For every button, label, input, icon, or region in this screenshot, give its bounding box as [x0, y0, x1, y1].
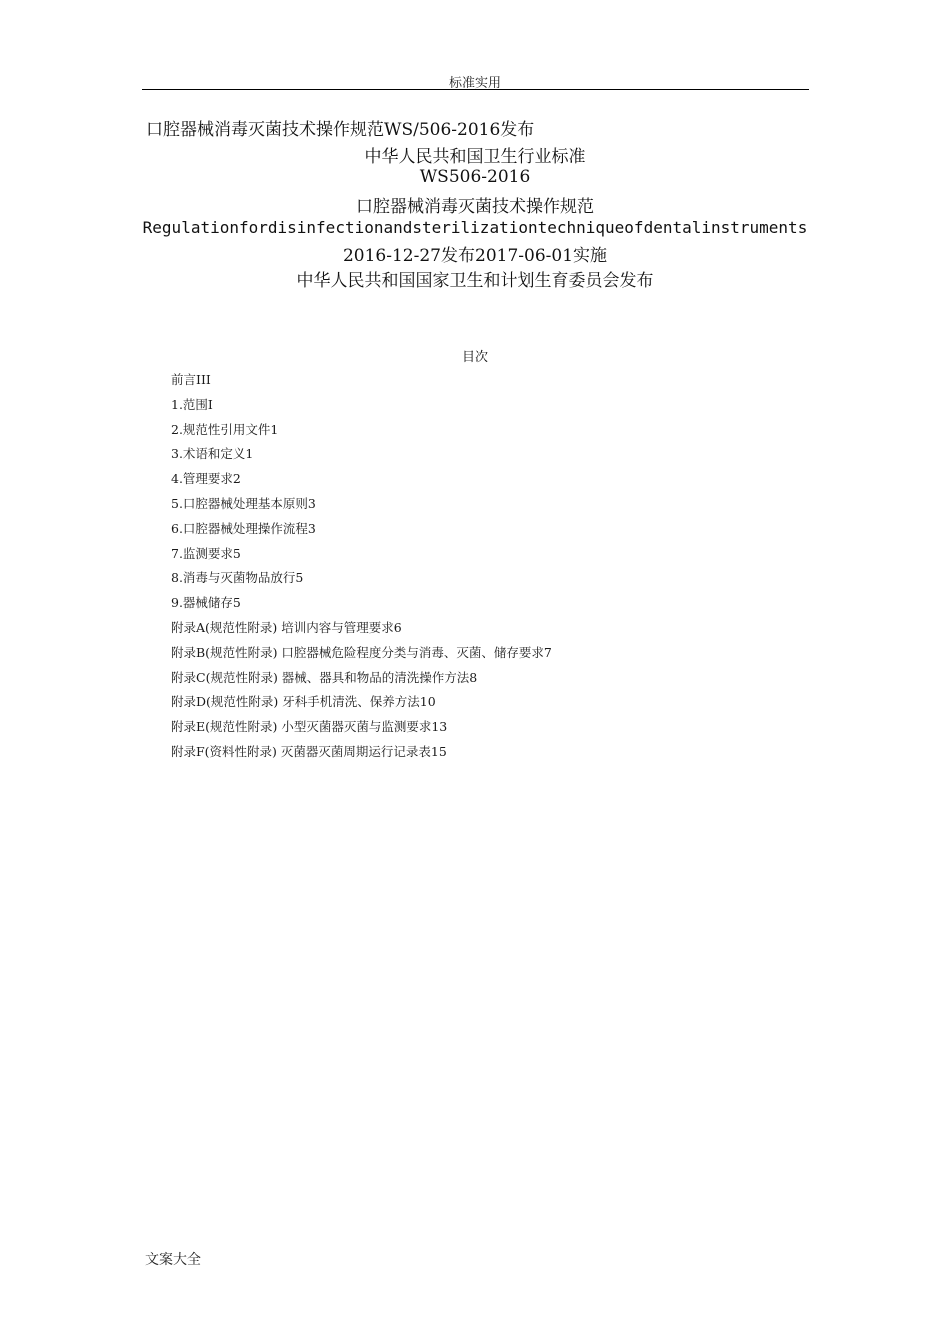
english-title: Regulationfordisinfectionandsterilizationtechniqueofdentalinstruments: [142, 218, 808, 237]
document-title-line: 口腔器械消毒灭菌技术操作规范WS/506-2016发布: [146, 120, 535, 140]
toc-item-appendix-a[interactable]: 附录A(规范性附录) 培训内容与管理要求6: [171, 619, 402, 635]
toc-heading: 目次: [461, 350, 488, 365]
toc-item-management-requirements[interactable]: 4.管理要求2: [171, 471, 241, 487]
toc-item-storage[interactable]: 9.器械储存5: [171, 595, 241, 611]
toc-item-scope[interactable]: 1.范围I: [171, 396, 213, 412]
toc-item-monitoring-requirements[interactable]: 7.监测要求5: [171, 545, 241, 561]
toc-item-terms-definitions[interactable]: 3.术语和定义1: [171, 446, 254, 462]
toc-item-release[interactable]: 8.消毒与灭菌物品放行5: [171, 570, 304, 586]
header-divider: [142, 89, 809, 90]
standard-number: WS506-2016: [419, 167, 531, 187]
page-header: 标准实用: [448, 76, 501, 91]
publication-dates: 2016-12-27发布2017-06-01实施: [342, 246, 608, 266]
toc-item-appendix-f[interactable]: 附录F(资料性附录) 灭菌器灭菌周期运行记录表15: [171, 743, 447, 759]
table-of-contents: [171, 372, 552, 769]
toc-item-normative-references[interactable]: 2.规范性引用文件1: [171, 421, 279, 437]
standard-category: 中华人民共和国卫生行业标准: [364, 147, 586, 167]
toc-item-preface[interactable]: 前言III: [171, 372, 211, 387]
toc-item-appendix-d[interactable]: 附录D(规范性附录) 牙科手机清洗、保养方法10: [171, 694, 436, 710]
toc-item-basic-principles[interactable]: 5.口腔器械处理基本原则3: [171, 495, 316, 511]
toc-item-operating-procedure[interactable]: 6.口腔器械处理操作流程3: [171, 520, 316, 536]
issuer: 中华人民共和国国家卫生和计划生育委员会发布: [296, 271, 654, 291]
toc-item-appendix-c[interactable]: 附录C(规范性附录) 器械、器具和物品的清洗操作方法8: [171, 669, 478, 685]
page-footer: 文案大全: [145, 1252, 201, 1268]
toc-item-appendix-e[interactable]: 附录E(规范性附录) 小型灭菌器灭菌与监测要求13: [171, 719, 448, 735]
toc-item-appendix-b[interactable]: 附录B(规范性附录) 口腔器械危险程度分类与消毒、灭菌、储存要求7: [171, 644, 552, 660]
chinese-title: 口腔器械消毒灭菌技术操作规范: [356, 197, 594, 217]
